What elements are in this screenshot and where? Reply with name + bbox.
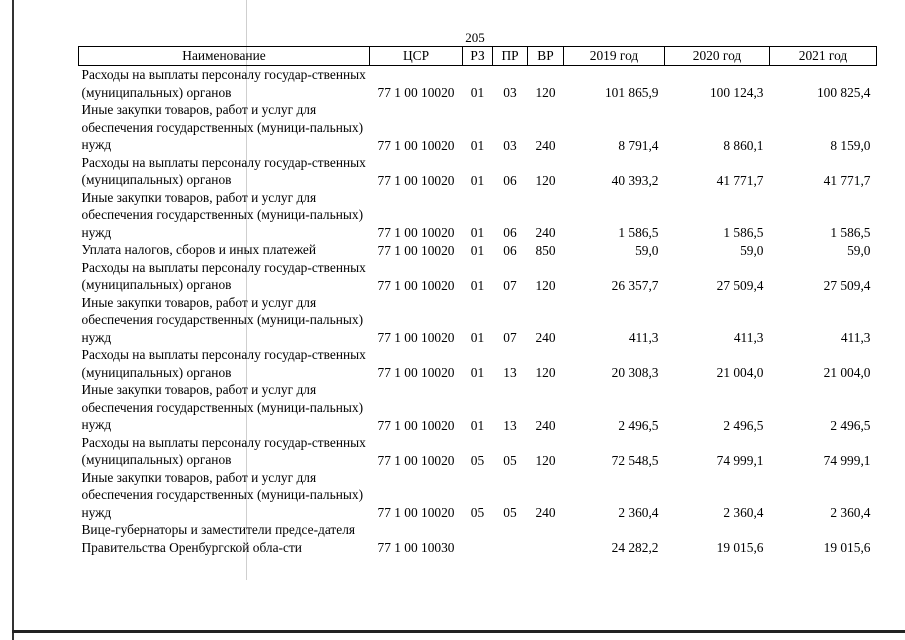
table-row	[79, 381, 877, 434]
header-vr: ВР	[528, 47, 564, 66]
row-value-2019: 1 586,5	[618, 225, 659, 240]
table-row	[79, 521, 877, 556]
table-row	[79, 346, 877, 381]
page-border-left	[12, 0, 14, 640]
row-pr: 07	[503, 277, 517, 293]
row-value-2019: 24 282,2	[611, 540, 659, 555]
row-value-2019: 411,3	[628, 330, 659, 345]
row-value-2019: 40 393,2	[611, 172, 659, 188]
row-value-2019: 2 496,5	[618, 417, 659, 433]
row-csr: 77 1 00 10020	[377, 505, 455, 520]
table-header-row	[79, 47, 877, 66]
row-value-2019: 101 865,9	[604, 85, 659, 100]
row-rz: 01	[470, 225, 485, 240]
table-row	[79, 434, 877, 469]
row-rz: 01	[470, 277, 485, 293]
row-vr	[528, 521, 564, 556]
row-value-2019: 2 360,4	[618, 505, 659, 520]
row-name: Иные закупки товаров, работ и услуг для обеспечения государственных (муници-пальных) нужд	[81, 469, 364, 520]
row-value-2021: 100 825,4	[816, 85, 871, 100]
row-value-2020: 2 360,4	[723, 505, 764, 520]
row-name: Иные закупки товаров, работ и услуг для обеспечения государственных (муници-пальных) нужд	[81, 102, 364, 152]
row-vr: 120	[535, 452, 556, 468]
row-value-2021: 74 999,1	[823, 452, 871, 468]
row-rz: 01	[470, 85, 485, 100]
row-vr: 240	[535, 417, 556, 433]
row-value-2021: 411,3	[840, 330, 871, 345]
row-csr: 77 1 00 10020	[377, 452, 455, 468]
header-csr: ЦСР	[370, 47, 463, 66]
row-pr: 03	[503, 137, 517, 153]
row-rz: 05	[470, 452, 485, 468]
row-value-2020: 27 509,4	[716, 277, 764, 293]
row-pr	[493, 521, 528, 556]
row-value-2020: 100 124,3	[709, 85, 764, 100]
table-row	[79, 469, 877, 522]
row-pr: 06	[503, 242, 517, 258]
table-row	[79, 66, 877, 102]
table-row	[79, 189, 877, 242]
row-rz: 05	[470, 505, 485, 520]
row-vr: 120	[535, 172, 556, 188]
header-2019: 2019 год	[564, 47, 665, 66]
row-value-2020: 19 015,6	[716, 540, 764, 555]
row-pr: 05	[503, 452, 517, 468]
row-name: Расходы на выплаты персоналу государ-ственных (муниципальных) органов	[81, 434, 366, 467]
table-row	[79, 294, 877, 347]
row-value-2021: 2 496,5	[830, 417, 871, 433]
row-name: Вице-губернаторы и заместители предсе-дателя Правительства Оренбургской обла-сти	[81, 522, 356, 555]
row-csr: 77 1 00 10020	[377, 85, 455, 100]
row-name: Расходы на выплаты персоналу государ-ственных (муниципальных) органов	[81, 259, 366, 292]
row-csr: 77 1 00 10020	[377, 277, 455, 293]
row-name: Иные закупки товаров, работ и услуг для обеспечения государственных (муници-пальных) нужд	[81, 189, 364, 240]
row-pr: 13	[503, 417, 517, 433]
row-value-2021: 59,0	[847, 242, 871, 258]
row-csr: 77 1 00 10020	[377, 137, 455, 153]
row-vr: 240	[535, 330, 556, 345]
row-vr: 240	[535, 225, 556, 240]
row-value-2021: 19 015,6	[823, 540, 871, 555]
table-row	[79, 101, 877, 154]
row-csr: 77 1 00 10020	[377, 242, 455, 258]
row-name: Расходы на выплаты персоналу государ-ственных (муниципальных) органов	[81, 347, 366, 380]
row-vr: 120	[535, 85, 556, 100]
header-pr: ПР	[493, 47, 528, 66]
row-value-2019: 20 308,3	[611, 365, 659, 380]
row-vr: 240	[535, 505, 556, 520]
row-pr: 03	[503, 85, 517, 100]
row-rz: 01	[470, 330, 485, 345]
row-name: Уплата налогов, сборов и иных платежей	[81, 242, 317, 257]
row-pr: 05	[503, 505, 517, 520]
row-vr: 850	[535, 242, 556, 258]
row-value-2020: 411,3	[733, 330, 764, 345]
row-name: Расходы на выплаты персоналу государ-ственных (муниципальных) органов	[81, 154, 366, 187]
row-pr: 07	[503, 330, 517, 345]
row-name: Иные закупки товаров, работ и услуг для обеспечения государственных (муници-пальных) нужд	[81, 382, 364, 432]
row-name: Иные закупки товаров, работ и услуг для обеспечения государственных (муници-пальных) нужд	[81, 294, 364, 345]
row-vr: 240	[535, 137, 556, 153]
page-border-bottom	[12, 630, 905, 633]
row-value-2021: 21 004,0	[823, 365, 871, 380]
row-value-2020: 1 586,5	[723, 225, 764, 240]
row-vr: 120	[535, 277, 556, 293]
row-value-2020: 2 496,5	[723, 417, 764, 433]
row-rz: 01	[470, 365, 485, 380]
row-vr: 120	[535, 365, 556, 380]
table-body	[79, 66, 877, 557]
row-csr: 77 1 00 10020	[377, 225, 455, 240]
row-name: Расходы на выплаты персоналу государ-ственных (муниципальных) органов	[81, 67, 366, 100]
row-value-2021: 2 360,4	[830, 505, 871, 520]
row-value-2020: 74 999,1	[716, 452, 764, 468]
header-2021: 2021 год	[770, 47, 877, 66]
row-value-2020: 8 860,1	[723, 137, 764, 153]
row-pr: 06	[503, 225, 517, 240]
row-value-2019: 8 791,4	[618, 137, 659, 153]
row-rz: 01	[470, 137, 485, 153]
budget-table	[78, 46, 877, 556]
row-csr: 77 1 00 10030	[377, 540, 455, 555]
row-value-2020: 41 771,7	[716, 172, 764, 188]
table-row	[79, 154, 877, 189]
row-pr: 13	[503, 365, 517, 380]
header-rz: РЗ	[463, 47, 493, 66]
row-value-2021: 41 771,7	[823, 172, 871, 188]
header-2020: 2020 год	[665, 47, 770, 66]
page-number: 205	[465, 30, 485, 45]
row-rz: 01	[470, 242, 485, 258]
row-value-2021: 27 509,4	[823, 277, 871, 293]
row-rz	[463, 521, 493, 556]
row-csr: 77 1 00 10020	[377, 417, 455, 433]
row-value-2020: 59,0	[740, 242, 764, 258]
row-rz: 01	[470, 417, 485, 433]
row-value-2021: 1 586,5	[830, 225, 871, 240]
table-row	[79, 241, 877, 259]
row-pr: 06	[503, 172, 517, 188]
row-value-2019: 59,0	[635, 242, 659, 258]
row-value-2020: 21 004,0	[716, 365, 764, 380]
row-csr: 77 1 00 10020	[377, 365, 455, 380]
row-rz: 01	[470, 172, 485, 188]
row-value-2019: 72 548,5	[611, 452, 659, 468]
row-value-2021: 8 159,0	[830, 137, 871, 153]
header-name: Наименование	[79, 47, 370, 66]
row-csr: 77 1 00 10020	[377, 330, 455, 345]
table-row	[79, 259, 877, 294]
row-value-2019: 26 357,7	[611, 277, 659, 293]
row-csr: 77 1 00 10020	[377, 172, 455, 188]
